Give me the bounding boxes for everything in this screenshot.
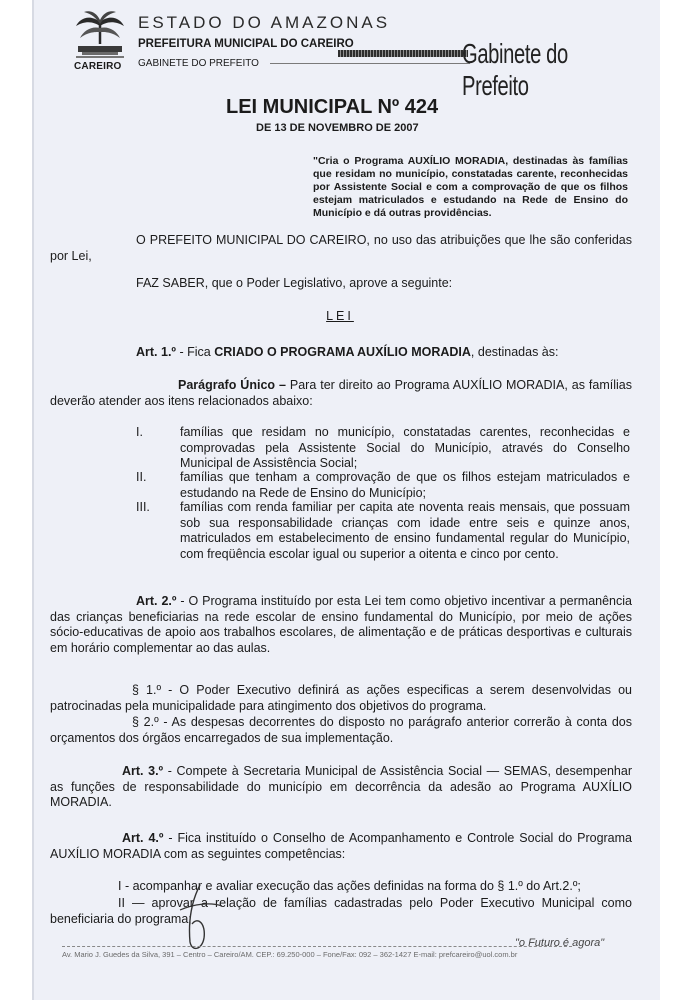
- footer-address: Av. Mario J. Guedes da Silva, 391 – Centro – Careiro/AM. CEP.: 69.250-000 – Fone/Fax: 092 – 362-1427 E-mail: prefcareiro@uol.com.br: [62, 950, 518, 959]
- item-text: famílias que residam no município, constatadas carentes, reconhecidas e comprovadas pela Assistente Social do Município, através do Conselho Municipal de Assistência Social;: [180, 425, 630, 471]
- lei-heading: [300, 309, 380, 325]
- law-date: DE 13 DE NOVEMBRO DE 2007: [256, 122, 419, 134]
- footer-tagline: "o Futuro é agora": [515, 937, 605, 949]
- paragraph-2: § 2.º - As despesas decorrentes do disposto no parágrafo anterior correrão à conta dos orçamentos dos órgãos encarregados de sua implementação.: [50, 715, 632, 745]
- sole-paragraph-text: Para ter direito ao Programa AUXÍLIO MORADIA, as famílias deverão atender aos itens relacionados abaixo:: [50, 378, 632, 408]
- item-number: I.: [136, 425, 143, 439]
- clause-2: II — aprovar a relação de famílias cadastradas pelo Poder Executivo Municipal como beneficiaria do programa;: [50, 896, 632, 926]
- article-3: [50, 764, 632, 811]
- footer-divider: [62, 946, 572, 947]
- cabinet-label: GABINETE DO PREFEITO: [138, 58, 259, 69]
- item-text: famílias com renda familiar per capita ate noventa reais mensais, que possuam sob sua responsabilidade crianças com idade entre seis e quinze anos, matriculados em estabelecimento de ensino fundamental regular do Município, com freqüência escolar igual ou superior a oitenta e cinco por cento.: [180, 500, 630, 561]
- page-edge: [32, 0, 34, 1000]
- article-1-label: Art. 1.º: [136, 345, 176, 359]
- lei-heading-text: LEI: [326, 309, 354, 323]
- article-1-text-pre: - Fica: [176, 345, 215, 359]
- sole-paragraph: [50, 378, 632, 409]
- faz-saber: FAZ SABER, que o Poder Legislativo, aprove a seguinte:: [136, 276, 453, 290]
- article-1-text-bold: CRIADO O PROGRAMA AUXÍLIO MORADIA: [214, 345, 471, 359]
- preamble: O PREFEITO MUNICIPAL DO CAREIRO, no uso das atribuições que lhe são conferidas por Lei,: [50, 233, 632, 263]
- article-4: [50, 831, 632, 862]
- article-2-label: Art. 2.º: [136, 594, 177, 608]
- header-rule: [270, 63, 470, 64]
- law-title: LEI MUNICIPAL Nº 424: [226, 96, 439, 118]
- article-1: [136, 345, 626, 361]
- sole-paragraph-label: Parágrafo Único –: [178, 378, 286, 392]
- law-summary: "Cria o Programa AUXÍLIO MORADIA, destinadas às famílias que residam no município, constatadas carente, reconhecidas por Assistente Social e com a comprovação de que os filhos estejam matriculados e estudando na Rede de Ensino do Município e dá outras providências.: [313, 155, 628, 219]
- header-bar: [338, 50, 468, 57]
- prefecture-name: PREFEITURA MUNICIPAL DO CAREIRO: [138, 38, 354, 50]
- item-number: II.: [136, 470, 147, 484]
- article-3-label: Art. 3.º: [122, 764, 164, 778]
- item-number: III.: [136, 500, 150, 514]
- article-4-label: Art. 4.º: [122, 831, 164, 845]
- signature-mark: [170, 880, 230, 960]
- article-2-text: - O Programa instituído por esta Lei tem como objetivo incentivar a permanência das crianças beneficiarias na rede escolar de ensino fundamental do Município, por meio de ações sócio-educativas de apoio aos trabalhos escolares, de alimentação e de práticas desportivas e culturais em horário complementar ao das aulas.: [50, 594, 632, 655]
- cabinet-title: Gabinete do Prefeito: [462, 38, 568, 101]
- paragraph-1: § 1.º - O Poder Executivo definirá as ações especificas a serem desenvolvidas ou patrocinadas pela municipalidade para atingimento dos objetivos do programa.: [50, 683, 632, 713]
- crest-caption: CAREIRO: [74, 61, 122, 72]
- article-2: [50, 594, 632, 656]
- state-name: ESTADO DO AMAZONAS: [138, 13, 391, 32]
- article-3-text: - Compete à Secretaria Municipal de Assistência Social — SEMAS, desempenhar as funções de responsabilidade do município em decorrência da adesão ao Programa AUXÍLIO MORADIA.: [50, 764, 632, 810]
- article-4-text: - Fica instituído o Conselho de Acompanhamento e Controle Social do Programa AUXÍLIO MORADIA com as seguintes competências:: [50, 831, 632, 861]
- article-1-text-post: , destinadas às:: [470, 345, 559, 359]
- item-text: famílias que tenham a comprovação de que os filhos estejam matriculados e estudando na Rede de Ensino do Município;: [180, 470, 630, 500]
- clause-1: I - acompanhar e avaliar execução das ações definidas na forma do § 1.º do Art.2.º;: [118, 879, 581, 893]
